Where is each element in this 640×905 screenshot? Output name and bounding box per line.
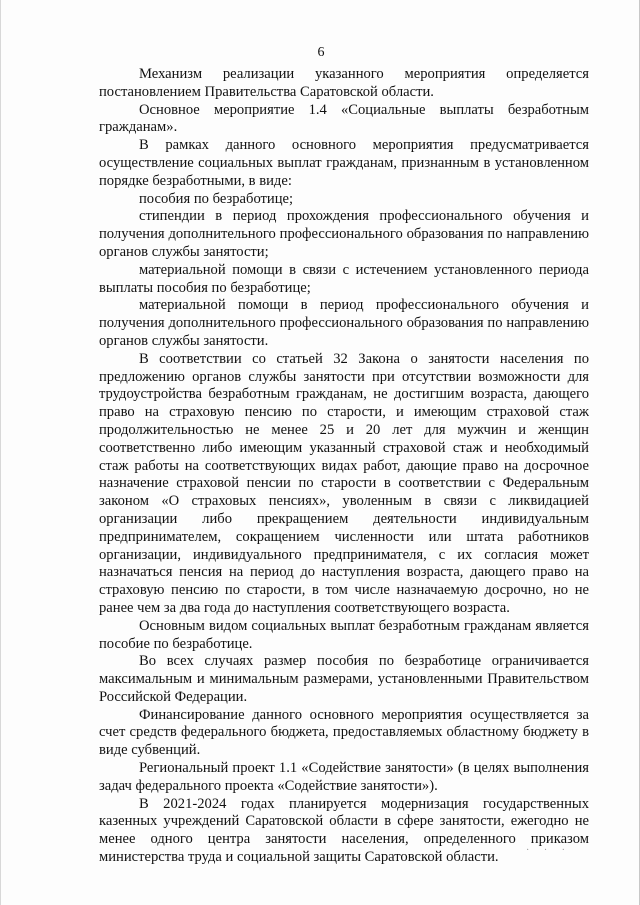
paragraph-measure-heading: Основное мероприятие 1.4 «Социальные выплаты безработным гражданам». <box>99 101 589 136</box>
paragraph-benefit-limits: Во всех случаях размер пособия по безработице ограничивается максимальным и минимальным размерами, установленными Правительством Российской Федерации. <box>99 653 589 705</box>
list-item-material-aid-training: материальной помощи в период профессионального обучения и получения дополнительного профессионального образования по направлению органов службы занятости. <box>99 297 589 349</box>
paragraph-financing: Финансирование данного основного мероприятия осуществляется за счет средств федерального бюджета, предоставляемых областному бюджету в виде субвенций. <box>99 706 589 759</box>
paragraph-main-payment: Основным видом социальных выплат безработным гражданам является пособие по безработице. <box>99 617 589 652</box>
list-item-stipend: стипендии в период прохождения профессионального обучения и получения дополнительного профессионального образования по направлению органов службы занятости; <box>99 208 589 260</box>
paragraph-modernization: В 2021-2024 годах планируется модернизация государственных казенных учреждений Саратовской области в сфере занятости, ежегодно не менее одного центра занятости населения, определенного приказом министерства труда и социальной защиты Саратовской области. <box>99 795 589 866</box>
paragraph-article-32: В соответствии со статьей 32 Закона о занятости населения по предложению органов службы занятости при отсутствии возможности для трудоустройства безработным гражданам, не достигшим возраста, дающего право на страховую пенсию по старости, и имеющим страховой стаж продолжительностью не менее 25 и 20 лет для мужчин и женщин соответственно либо имеющим указанный страховой стаж и необходимый стаж работы на соответствующих видах работ, дающие право на досрочное назначение страховой пенсии по старости в соответствии с Федеральным законом «О страховых пенсиях», уволенным в связи с ликвидацией организации либо прекращением деятельности индивидуальным предпринимателем, сокращением численности или штата работников организации, индивидуального предпринимателя, с их согласия может назначаться пенсия на период до наступления возраста, дающего право на страховую пенсию по старости, в том числе назначаемую досрочно, но не ранее чем за два года до наступления соответствующего возраста. <box>99 350 589 616</box>
document-body <box>99 66 589 867</box>
scan-artifact: · · · <box>526 845 571 856</box>
paragraph-measure-scope: В рамках данного основного мероприятия предусматривается осуществление социальных выплат гражданам, признанным в установленном порядке безработными, в виде: <box>99 137 589 189</box>
list-item-unemployment-benefit: пособия по безработице; <box>139 190 294 207</box>
page-number: 6 <box>317 45 325 60</box>
list-item-material-aid-expiry: материальной помощи в связи с истечением установленного периода выплаты пособия по безработице; <box>99 261 589 296</box>
paragraph-regional-project: Региональный проект 1.1 «Содействие занятости» (в целях выполнения задач федерального проекта «Содействие занятости»). <box>99 760 589 794</box>
paragraph-mechanism: Механизм реализации указанного мероприятия определяется постановлением Правительства Саратовской области. <box>99 66 589 100</box>
